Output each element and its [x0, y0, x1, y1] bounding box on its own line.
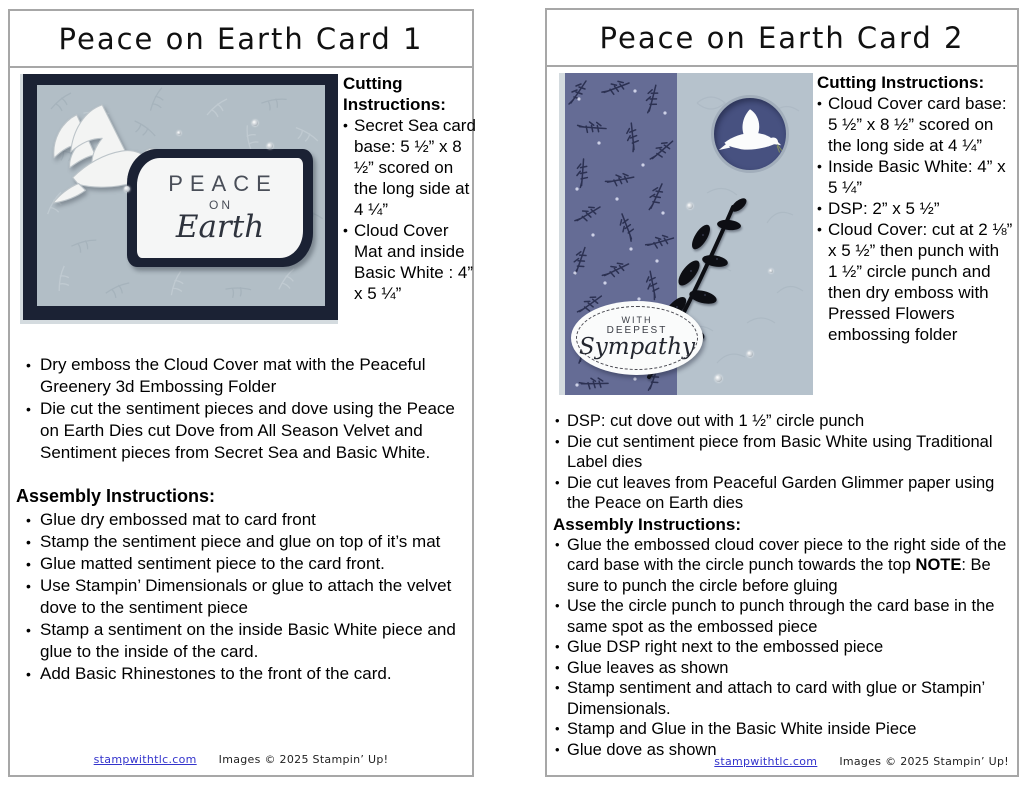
cutting-list	[343, 115, 478, 304]
note-bold: NOTE	[915, 556, 962, 574]
card1-cutting-section	[343, 73, 478, 304]
card2-cutting-section	[817, 72, 1013, 345]
cutting-list	[817, 93, 1013, 345]
card1-footer	[10, 753, 472, 766]
card2-top-row	[553, 71, 1011, 404]
circle-punch-dove	[711, 95, 789, 173]
note-post: : Be sure to punch the circle before gluing	[567, 556, 991, 595]
card1-panel	[8, 9, 474, 777]
footer-link[interactable]: stampwithtlc.com	[714, 755, 818, 768]
rhinestone	[769, 269, 773, 273]
assembly-step: • Stamp the sentiment piece and glue on top of it’s mat	[16, 531, 466, 553]
assembly-step: • Use the circle punch to punch through the card base in the same spot as the embossed piece	[553, 596, 1011, 637]
assembly-step: • Stamp a sentiment on the inside Basic White piece and glue to the inside of the card.	[16, 619, 466, 663]
peace-on-earth-label	[134, 155, 306, 261]
card1-instruction-list	[16, 354, 466, 464]
cutting-item: • Cloud Cover card base: 5 ½” x 8 ½” scored on the long side at 4 ¼”	[817, 93, 1013, 156]
card1-assembly-list	[16, 509, 466, 685]
note-pre: Glue the embossed cloud cover piece to the right side of the card base with the circle punch towards the top	[567, 535, 1007, 574]
card1-page-title: Peace on Earth Card 1	[10, 11, 472, 68]
assembly-step: • Glue leaves as shown	[553, 658, 1011, 679]
label-text-with: WITH	[621, 315, 653, 326]
instruction-step: • Die cut leaves from Peaceful Garden Glimmer paper using the Peace on Earth dies	[553, 473, 1011, 514]
cutting-header: Cutting Instructions:	[343, 74, 446, 114]
cutting-item: • Inside Basic White: 4” x 5 ¼”	[817, 156, 1013, 198]
assembly-step: • Glue matted sentiment piece to the card front.	[16, 553, 466, 575]
assembly-step: • Glue dove as shown	[553, 740, 1011, 761]
rhinestone	[124, 186, 130, 192]
card2-page-title: Peace on Earth Card 2	[547, 10, 1017, 67]
assembly-step: • Glue DSP right next to the embossed piece	[553, 637, 1011, 658]
assembly-step-note	[553, 535, 1011, 597]
footer-link[interactable]: stampwithtlc.com	[93, 753, 197, 766]
card2-body	[547, 67, 1017, 775]
label-text-sympathy: Sympathy	[578, 334, 696, 361]
cutting-item: • DSP: 2” x 5 ½”	[817, 198, 1013, 219]
card2-instruction-list	[553, 411, 1011, 514]
stitched-border	[576, 306, 698, 370]
footer-credit: Images © 2025 Stampin’ Up!	[839, 755, 1009, 768]
cutting-item: • Secret Sea card base: 5 ½” x 8 ½” scored on the long side at 4 ¼”	[343, 115, 478, 220]
card1-embossed-mat	[37, 85, 325, 306]
card1-top-row	[16, 72, 476, 340]
assembly-header: Assembly Instructions:	[16, 486, 216, 506]
rhinestone	[747, 351, 753, 357]
card2-panel	[545, 8, 1019, 777]
instruction-step: • Die cut sentiment piece from Basic White using Traditional Label dies	[553, 432, 1011, 473]
rhinestone	[177, 131, 181, 135]
sympathy-label	[571, 301, 703, 375]
rhinestone	[687, 203, 693, 209]
rhinestone	[715, 375, 722, 382]
instruction-step: • Dry emboss the Cloud Cover mat with the Peaceful Greenery 3d Embossing Folder	[16, 354, 466, 398]
assembly-step: • Stamp and Glue in the Basic White inside Piece	[553, 719, 1011, 740]
label-text-deepest: DEEPEST	[606, 324, 668, 336]
dove-icon	[718, 106, 782, 162]
instruction-step: • Die cut the sentiment pieces and dove using the Peace on Earth Dies cut Dove from All Season Velvet and Sentiment pieces from Secret Sea and Basic White.	[16, 398, 466, 464]
assembly-step: • Glue dry embossed mat to card front	[16, 509, 466, 531]
cutting-item: • Cloud Cover Mat and inside Basic White : 4” x 5 ¼”	[343, 220, 478, 304]
assembly-step: • Add Basic Rhinestones to the front of the card.	[16, 663, 466, 685]
cutting-item: • Cloud Cover: cut at 2 ⅛” x 5 ½” then punch with 1 ½” circle punch and then dry emboss with Pressed Flowers embossing folder	[817, 219, 1013, 345]
rhinestone	[252, 120, 258, 126]
card1-photo	[20, 74, 338, 324]
label-text-peace: PEACE	[168, 171, 278, 196]
assembly-step: • Stamp sentiment and attach to card with glue or Stampin’ Dimensionals.	[553, 678, 1011, 719]
rhinestone	[267, 143, 273, 149]
card1-body	[10, 68, 476, 775]
card2-footer	[714, 755, 1009, 768]
label-text-earth: Earth	[175, 209, 265, 245]
footer-credit: Images © 2025 Stampin’ Up!	[218, 753, 389, 766]
label-text-on: ON	[209, 198, 233, 212]
card2-photo	[559, 73, 813, 395]
assembly-step: • Use Stampin’ Dimensionals or glue to attach the velvet dove to the sentiment piece	[16, 575, 466, 619]
card2-assembly-list	[553, 535, 1011, 761]
assembly-header: Assembly Instructions:	[553, 514, 741, 534]
instruction-step: • DSP: cut dove out with 1 ½” circle punch	[553, 411, 1011, 432]
cutting-header: Cutting Instructions:	[817, 73, 985, 92]
